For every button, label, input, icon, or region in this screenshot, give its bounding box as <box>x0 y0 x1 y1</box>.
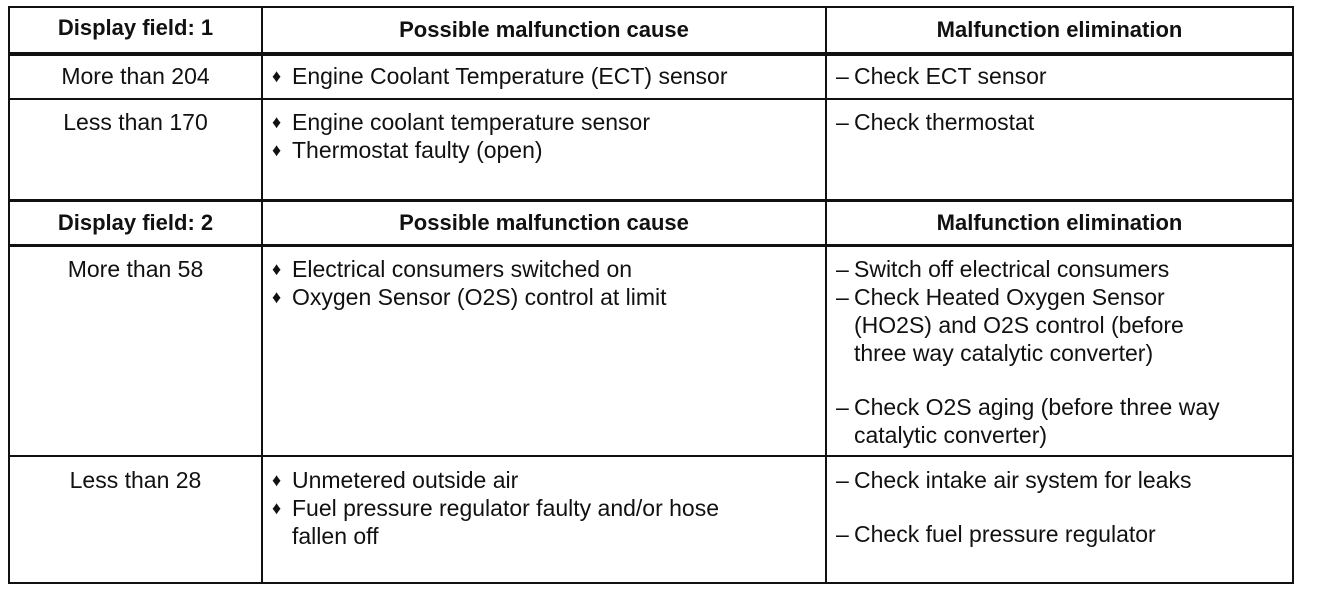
column-divider-2 <box>825 6 827 584</box>
dash-icon: – <box>836 467 849 493</box>
cause-text: Unmetered outside air <box>292 467 519 493</box>
header-cause-2: Possible malfunction cause <box>399 210 689 235</box>
elimination-item <box>830 393 1288 449</box>
section-divider <box>8 199 1294 202</box>
row-2-value: Less than 170 <box>63 109 208 135</box>
dash-icon: – <box>836 284 849 310</box>
column-divider-1 <box>261 6 263 584</box>
dash-icon: – <box>836 521 849 547</box>
bullet-icon: ♦ <box>272 140 282 160</box>
row-divider-1 <box>8 98 1294 100</box>
header-display-field-2: Display field: 2 <box>57 210 214 235</box>
elimination-item <box>830 283 1288 367</box>
cause-text: Thermostat faulty (open) <box>292 137 543 163</box>
header-elimination-1: Malfunction elimination <box>936 17 1183 42</box>
elimination-item <box>830 520 1288 548</box>
row-divider-3 <box>8 455 1294 457</box>
dash-icon: – <box>836 256 849 282</box>
cause-item <box>268 62 820 90</box>
bullet-icon: ♦ <box>272 498 282 518</box>
row-2-causes <box>268 108 820 164</box>
bullet-icon: ♦ <box>272 287 282 307</box>
dash-icon: – <box>836 394 849 420</box>
cause-item <box>268 255 820 283</box>
elimination-item <box>830 62 1288 90</box>
elimination-text: Check fuel pressure regulator <box>854 521 1156 547</box>
bullet-icon: ♦ <box>272 470 282 490</box>
elimination-text: Switch off electrical consumers <box>854 256 1170 282</box>
header-display-field-1: Display field: 1 <box>57 15 214 40</box>
cause-item <box>268 108 820 136</box>
cause-text: Engine Coolant Temperature (ECT) sensor <box>292 63 728 89</box>
cause-text: Oxygen Sensor (O2S) control at limit <box>292 284 667 310</box>
spacer <box>830 494 1288 520</box>
elimination-text: Check intake air system for leaks <box>854 467 1192 493</box>
bullet-icon: ♦ <box>272 66 282 86</box>
bullet-icon: ♦ <box>272 112 282 132</box>
row-3-eliminations <box>830 255 1288 449</box>
elimination-text: Check Heated Oxygen Sensor (HO2S) and O2S control (before three way catalytic converter) <box>854 284 1184 366</box>
row-3-causes <box>268 255 820 311</box>
elimination-text: Check thermostat <box>854 109 1035 135</box>
spacer <box>830 367 1288 393</box>
elimination-text: Check O2S aging (before three way catalytic converter) <box>854 394 1220 448</box>
elimination-item <box>830 255 1288 283</box>
cause-item <box>268 466 820 494</box>
row-1-causes <box>268 62 820 90</box>
malfunction-table <box>8 6 1294 584</box>
row-4-eliminations <box>830 466 1288 548</box>
header-1-divider <box>8 52 1294 56</box>
cause-text: Engine coolant temperature sensor <box>292 109 650 135</box>
row-1-value: More than 204 <box>61 63 210 89</box>
cause-text: Electrical consumers switched on <box>292 256 633 282</box>
table-left-border <box>8 6 10 584</box>
header-cause-1: Possible malfunction cause <box>399 17 689 42</box>
dash-icon: – <box>836 109 849 135</box>
elimination-text: Check ECT sensor <box>854 63 1047 89</box>
table-bottom-border <box>8 582 1294 584</box>
elimination-item <box>830 108 1288 136</box>
cause-item <box>268 136 820 164</box>
row-4-causes <box>268 466 820 550</box>
dash-icon: – <box>836 63 849 89</box>
row-4-value: Less than 28 <box>69 467 202 493</box>
cause-text: Fuel pressure regulator faulty and/or hose fallen off <box>292 495 720 549</box>
bullet-icon: ♦ <box>272 259 282 279</box>
header-elimination-2: Malfunction elimination <box>936 210 1183 235</box>
table-right-border <box>1292 6 1294 584</box>
cause-item <box>268 494 820 550</box>
row-3-value: More than 58 <box>67 256 204 282</box>
table-top-border <box>8 6 1294 8</box>
row-2-eliminations <box>830 108 1288 136</box>
elimination-item <box>830 466 1288 494</box>
cause-item <box>268 283 820 311</box>
header-2-divider <box>8 244 1294 247</box>
row-1-eliminations <box>830 62 1288 90</box>
